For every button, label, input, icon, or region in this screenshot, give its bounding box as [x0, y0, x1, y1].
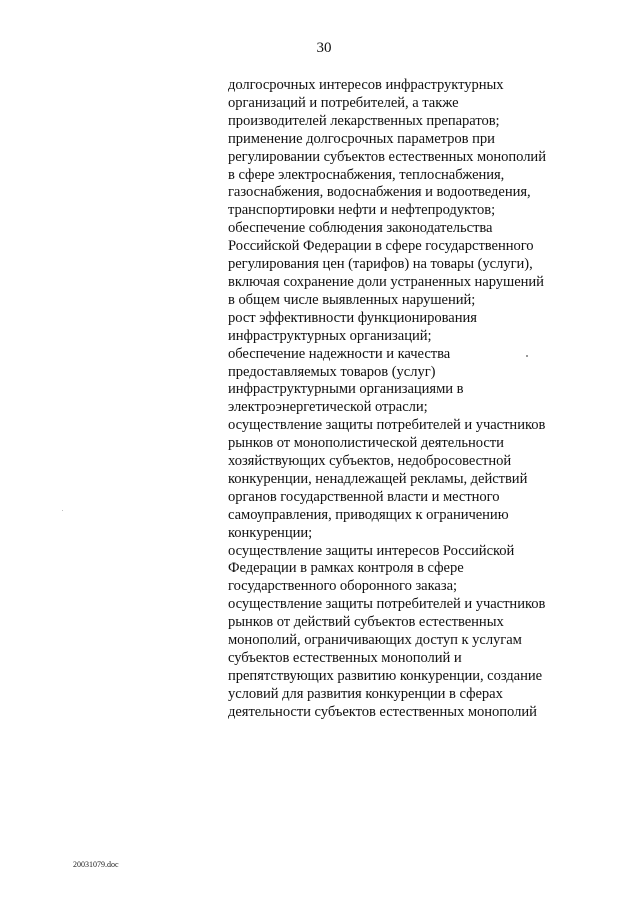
text-line: транспортировки нефти и нефтепродуктов; — [228, 202, 496, 219]
text-line: регулирования цен (тарифов) на товары (услуги), — [228, 256, 533, 273]
footer-filename: 20031079.doc — [73, 860, 119, 869]
text-line: монополий, ограничивающих доступ к услугам — [228, 632, 522, 649]
text-line: субъектов естественных монополий и — [228, 650, 462, 666]
text-line: хозяйствующих субъектов, недобросовестной — [228, 453, 512, 470]
text-line: Федерации в рамках контроля в сфере — [228, 560, 464, 577]
scan-speck — [526, 355, 528, 357]
text-line: условий для развития конкуренции в сферах — [228, 685, 503, 702]
text-line: рынков от действий субъектов естественных — [228, 614, 504, 631]
text-line: препятствующих развитию конкуренции, создание — [228, 667, 543, 684]
text-line: газоснабжения, водоснабжения и водоотведения, — [228, 184, 531, 201]
text-line: осуществление защиты потребителей и участников — [228, 596, 546, 613]
text-line: конкуренции, ненадлежащей рекламы, действий — [228, 470, 528, 487]
text-line: государственного оборонного заказа; — [228, 578, 457, 595]
text-line: в сфере электроснабжения, теплоснабжения, — [228, 166, 505, 183]
text-line: инфраструктурных организаций; — [228, 327, 432, 344]
text-line: самоуправления, приводящих к ограничению — [228, 506, 509, 523]
text-line: регулировании субъектов естественных монополий — [228, 148, 546, 165]
text-line: деятельности субъектов естественных монополий — [228, 703, 537, 720]
text-line: в общем числе выявленных нарушений; — [228, 291, 476, 308]
text-line: обеспечение надежности и качества — [228, 345, 451, 362]
text-line: Российской Федерации в сфере государственного — [228, 238, 534, 255]
text-line: применение долгосрочных параметров при — [228, 130, 495, 147]
text-line: предоставляемых товаров (услуг) — [228, 363, 436, 380]
text-line: электроэнергетической отрасли; — [228, 399, 428, 416]
text-line: производителей лекарственных препаратов; — [228, 112, 500, 129]
text-line: инфраструктурными организациями в — [228, 381, 464, 398]
text-line: долгосрочных интересов инфраструктурных — [228, 77, 504, 93]
text-line: осуществление защиты потребителей и участников — [228, 417, 546, 434]
text-line: обеспечение соблюдения законодательства — [228, 220, 493, 237]
page-number: 30 — [316, 40, 332, 56]
text-line: рост эффективности функционирования — [228, 309, 477, 326]
text-line: рынков от монополистической деятельности — [228, 435, 504, 452]
document-body — [228, 77, 573, 722]
text-line: включая сохранение доли устраненных нарушений — [228, 273, 544, 290]
text-line: осуществление защиты интересов Российской — [228, 542, 515, 559]
text-line: органов государственной власти и местного — [228, 488, 500, 505]
text-line: конкуренции; — [228, 524, 313, 541]
scan-speck — [62, 510, 63, 511]
text-line: организаций и потребителей, а также — [228, 94, 459, 111]
